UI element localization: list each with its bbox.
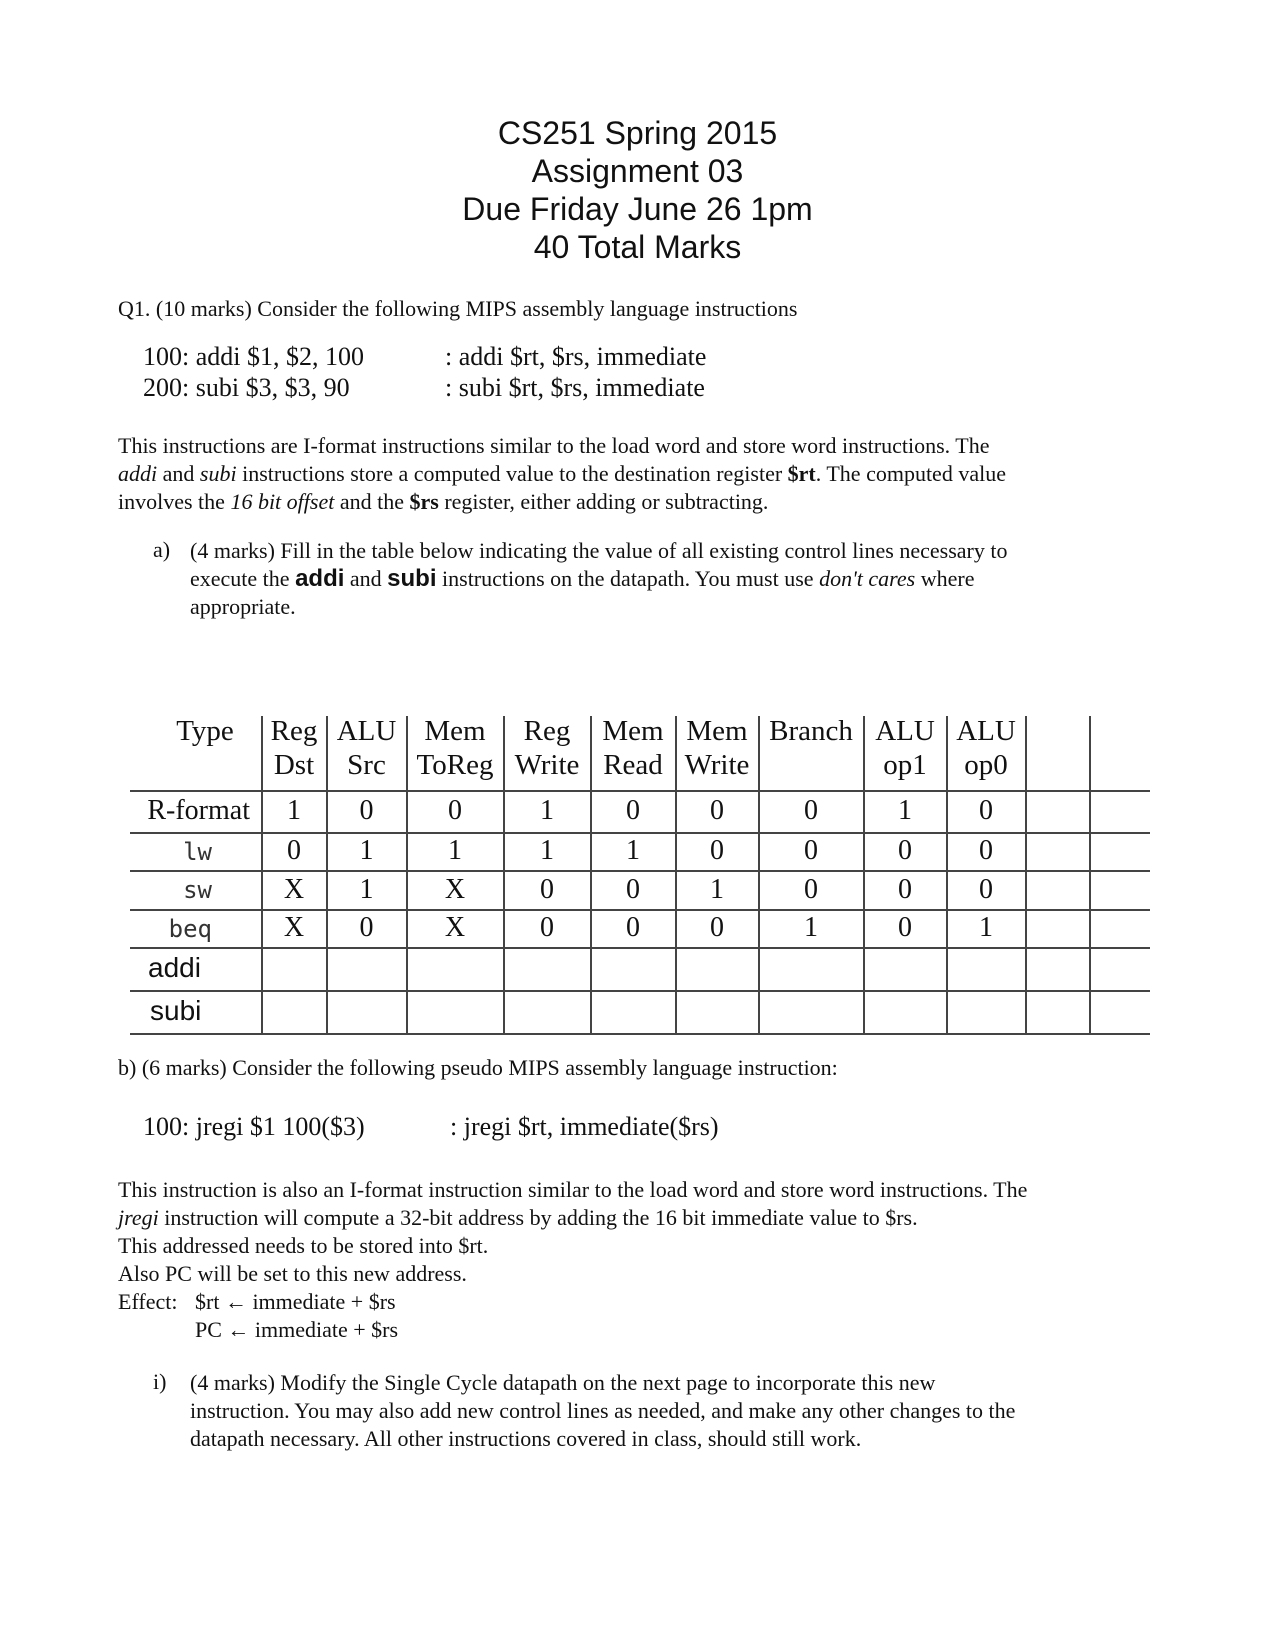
table-cell: 1	[540, 795, 554, 826]
table-cell: 0	[804, 795, 818, 826]
q1-instr2-code: 200: subi $3, $3, 90	[143, 373, 350, 402]
table-cell: 0	[626, 795, 640, 826]
q1-para-line1: This instructions are I-format instructions similar to the load word and store word instructions. The	[118, 433, 990, 458]
table-cell: 0	[898, 874, 912, 905]
table-cell: 0	[710, 795, 724, 826]
q1-instr1-code: 100: addi $1, $2, 100	[143, 342, 364, 371]
table-row-label: R-format	[147, 795, 250, 826]
table-row-label: subi	[150, 995, 202, 1026]
table-cell: 1	[448, 835, 462, 866]
total-marks: 40 Total Marks	[533, 229, 742, 265]
table-cell: 1	[287, 795, 301, 826]
due-date: Due Friday June 26 1pm	[462, 191, 813, 227]
q1-para-line3: involves the 16 bit offset and the $rs register, either adding or subtracting.	[118, 489, 769, 514]
part-i-text: (4 marks) Modify the Single Cycle datapath on the next page to incorporate this new instruction. You may also add new control lines as needed, and make any other changes to the datapath necessary. All other instructions covered in class, should still work.	[190, 1370, 1016, 1451]
table-header: Mem ToReg	[416, 715, 494, 781]
table-cell: 0	[979, 795, 993, 826]
table-cell: X	[444, 874, 466, 905]
part-a-letter: a)	[153, 537, 171, 562]
table-cell: X	[283, 912, 305, 943]
assignment-title: Assignment 03	[531, 153, 744, 189]
effect-label: Effect:	[118, 1289, 178, 1314]
table-cell: 0	[448, 795, 462, 826]
table-header: ALU op1	[875, 715, 935, 781]
effect-line-rt: $rt ← immediate + $rs	[195, 1289, 396, 1314]
q1-instr1-comment: : addi $rt, $rs, immediate	[445, 342, 707, 371]
table-cell: 1	[626, 835, 640, 866]
effect-line-pc: PC ← immediate + $rs	[195, 1317, 399, 1342]
table-cell: 0	[898, 912, 912, 943]
table-cell: 1	[540, 835, 554, 866]
table-cell: 0	[898, 835, 912, 866]
q1-title: Q1. (10 marks) Consider the following MIPS assembly language instructions	[118, 296, 798, 321]
part-b-title: b) (6 marks) Consider the following pseudo MIPS assembly language instruction:	[118, 1055, 838, 1080]
course-title: CS251 Spring 2015	[497, 115, 778, 151]
table-cell: 0	[626, 874, 640, 905]
q1-para-line2: addi and subi instructions store a computed value to the destination register $rt. The computed value	[118, 461, 1006, 486]
table-row-label: lw	[183, 838, 212, 866]
table-cell: 0	[359, 912, 374, 943]
part-i-letter: i)	[153, 1369, 167, 1394]
table-header: Branch	[769, 715, 853, 747]
table-cell: 0	[979, 835, 993, 866]
table-cell: 1	[804, 912, 818, 943]
table-row-label: sw	[183, 876, 212, 904]
table-cell: 0	[540, 874, 554, 905]
table-row-label: beq	[168, 915, 212, 943]
table-cell: 0	[359, 795, 374, 826]
table-cell: 1	[359, 835, 374, 866]
table-cell: X	[444, 912, 466, 943]
table-header: Mem Write	[684, 715, 750, 781]
table-cell: X	[283, 874, 305, 905]
table-header: ALU op0	[956, 715, 1016, 781]
table-cell: 0	[804, 835, 818, 866]
part-b-instr-code: 100: jregi $1 100($3)	[143, 1112, 365, 1141]
table-cell: 0	[710, 912, 724, 943]
part-a-text: (4 marks) Fill in the table below indicating the value of all existing control lines necessary to execute the addi and subi instructions on the datapath. You must use don't cares where appropriate.	[190, 538, 1008, 619]
table-cell: 1	[898, 795, 912, 826]
table-cell: 0	[287, 835, 301, 866]
table-header: Reg Dst	[270, 715, 318, 781]
table-row-label: addi	[148, 952, 201, 983]
table-cell: 1	[710, 874, 724, 905]
table-cell: 1	[359, 874, 374, 905]
table-cell: 0	[710, 835, 724, 866]
table-header: ALU Src	[336, 715, 397, 781]
table-header: Mem Read	[602, 715, 664, 781]
table-cell: 0	[626, 912, 640, 943]
part-b-instr-comment: : jregi $rt, immediate($rs)	[450, 1112, 719, 1141]
table-cell: 1	[979, 912, 993, 943]
table-header-type: Type	[176, 715, 234, 747]
q1-instr2-comment: : subi $rt, $rs, immediate	[445, 373, 705, 402]
table-cell: 0	[540, 912, 554, 943]
part-b-paragraph: This instruction is also an I-format instruction similar to the load word and store word instructions. The jregi instruction will compute a 32-bit address by adding the 16 bit immediate value to $rs. This addressed needs to be stored into $rt. Also PC will be set to this new address.	[118, 1177, 1028, 1286]
table-header: Reg Write	[514, 715, 580, 781]
table-cell: 0	[804, 874, 818, 905]
table-cell: 0	[979, 874, 993, 905]
